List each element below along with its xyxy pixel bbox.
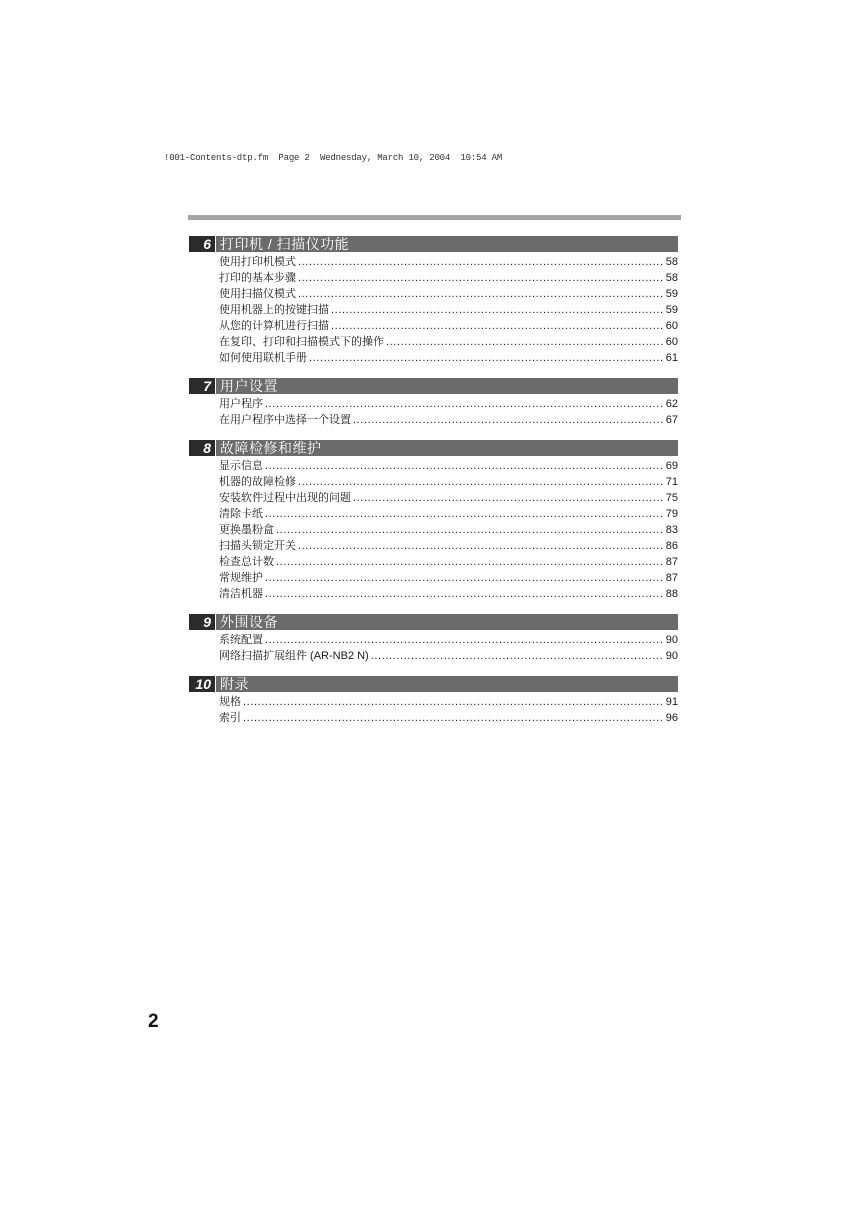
dot-leader [243, 694, 664, 710]
entry-page-number: 67 [665, 414, 678, 426]
file-info-header: !001-Contents-dtp.fm Page 2 Wednesday, March 10, 2004 10:54 AM [164, 153, 503, 163]
section-header [189, 614, 678, 630]
toc-entry[interactable] [219, 318, 678, 334]
toc-entry[interactable] [219, 458, 678, 474]
entry-page-number: 61 [665, 352, 678, 364]
dot-leader [276, 522, 664, 538]
toc-entry[interactable] [219, 506, 678, 522]
entry-page-number: 90 [665, 634, 678, 646]
entry-page-number: 62 [665, 398, 678, 410]
entry-title: 如何使用联机手册 [219, 352, 307, 364]
toc-section [189, 236, 678, 366]
dot-leader [371, 648, 664, 664]
toc-entry[interactable] [219, 586, 678, 602]
section-number: 8 [189, 440, 215, 456]
dot-leader [353, 490, 664, 506]
section-number: 9 [189, 614, 215, 630]
entry-page-number: 60 [665, 320, 678, 332]
toc-entry[interactable] [219, 632, 678, 648]
toc-entry[interactable] [219, 694, 678, 710]
toc-entry[interactable] [219, 538, 678, 554]
entry-page-number: 91 [665, 696, 678, 708]
toc-entry[interactable] [219, 648, 678, 664]
entry-title: 检查总计数 [219, 556, 274, 568]
toc-entry[interactable] [219, 334, 678, 350]
section-header [189, 440, 678, 456]
toc-entry[interactable] [219, 522, 678, 538]
entry-page-number: 86 [665, 540, 678, 552]
section-header [189, 236, 678, 252]
toc-entry[interactable] [219, 490, 678, 506]
entry-page-number: 83 [665, 524, 678, 536]
toc-entry[interactable] [219, 302, 678, 318]
section-title: 打印机 / 扫描仪功能 [216, 236, 678, 252]
table-of-contents [189, 236, 678, 738]
entry-title: 使用扫描仪模式 [219, 288, 296, 300]
entry-page-number: 79 [665, 508, 678, 520]
dot-leader [331, 302, 664, 318]
entry-title: 安装软件过程中出现的问题 [219, 492, 351, 504]
dot-leader [386, 334, 664, 350]
toc-section [189, 378, 678, 428]
toc-entry[interactable] [219, 570, 678, 586]
toc-entry[interactable] [219, 350, 678, 366]
section-title: 用户设置 [216, 378, 678, 394]
entry-page-number: 75 [665, 492, 678, 504]
toc-entry[interactable] [219, 270, 678, 286]
entry-page-number: 90 [665, 650, 678, 662]
entry-title: 显示信息 [219, 460, 263, 472]
dot-leader [309, 350, 664, 366]
dot-leader [298, 538, 664, 554]
entry-title: 清除卡纸 [219, 508, 263, 520]
entry-title: 打印的基本步骤 [219, 272, 296, 284]
dot-leader [265, 458, 664, 474]
dot-leader [298, 474, 664, 490]
toc-entry[interactable] [219, 710, 678, 726]
toc-entry[interactable] [219, 412, 678, 428]
section-header [189, 378, 678, 394]
entry-page-number: 58 [665, 272, 678, 284]
dot-leader [298, 254, 664, 270]
top-divider [188, 215, 681, 220]
toc-section [189, 440, 678, 602]
entry-title: 扫描头锁定开关 [219, 540, 296, 552]
entry-title: 更换墨粉盒 [219, 524, 274, 536]
entry-title: 网络扫描扩展组件 (AR-NB2 N) [219, 650, 369, 662]
toc-entry[interactable] [219, 286, 678, 302]
section-number: 6 [189, 236, 215, 252]
toc-entry[interactable] [219, 474, 678, 490]
dot-leader [265, 632, 664, 648]
entry-page-number: 71 [665, 476, 678, 488]
dot-leader [265, 586, 664, 602]
dot-leader [298, 270, 664, 286]
toc-entry[interactable] [219, 396, 678, 412]
toc-entry[interactable] [219, 554, 678, 570]
toc-entry[interactable] [219, 254, 678, 270]
entry-page-number: 59 [665, 288, 678, 300]
entry-page-number: 58 [665, 256, 678, 268]
entry-title: 规格 [219, 696, 241, 708]
entry-title: 常规维护 [219, 572, 263, 584]
section-header [189, 676, 678, 692]
entry-title: 使用打印机模式 [219, 256, 296, 268]
section-title: 故障检修和维护 [216, 440, 678, 456]
entry-title: 机器的故障检修 [219, 476, 296, 488]
entry-page-number: 88 [665, 588, 678, 600]
dot-leader [265, 506, 664, 522]
entry-title: 在用户程序中选择一个设置 [219, 414, 351, 426]
entry-page-number: 96 [665, 712, 678, 724]
entry-title: 用户程序 [219, 398, 263, 410]
entry-title: 索引 [219, 712, 241, 724]
entry-title: 在复印、打印和扫描模式下的操作 [219, 336, 384, 348]
section-title: 外围设备 [216, 614, 678, 630]
section-title: 附录 [216, 676, 678, 692]
entry-page-number: 87 [665, 572, 678, 584]
entry-page-number: 60 [665, 336, 678, 348]
page-number: 2 [148, 1011, 159, 1032]
dot-leader [265, 570, 664, 586]
dot-leader [353, 412, 664, 428]
section-number: 7 [189, 378, 215, 394]
dot-leader [276, 554, 664, 570]
toc-section [189, 614, 678, 664]
entry-title: 清洁机器 [219, 588, 263, 600]
section-number: 10 [189, 676, 215, 692]
entry-page-number: 69 [665, 460, 678, 472]
entry-page-number: 59 [665, 304, 678, 316]
dot-leader [298, 286, 664, 302]
dot-leader [331, 318, 664, 334]
entry-page-number: 87 [665, 556, 678, 568]
entry-title: 从您的计算机进行扫描 [219, 320, 329, 332]
entry-title: 系统配置 [219, 634, 263, 646]
toc-section [189, 676, 678, 726]
dot-leader [243, 710, 664, 726]
dot-leader [265, 396, 664, 412]
entry-title: 使用机器上的按键扫描 [219, 304, 329, 316]
